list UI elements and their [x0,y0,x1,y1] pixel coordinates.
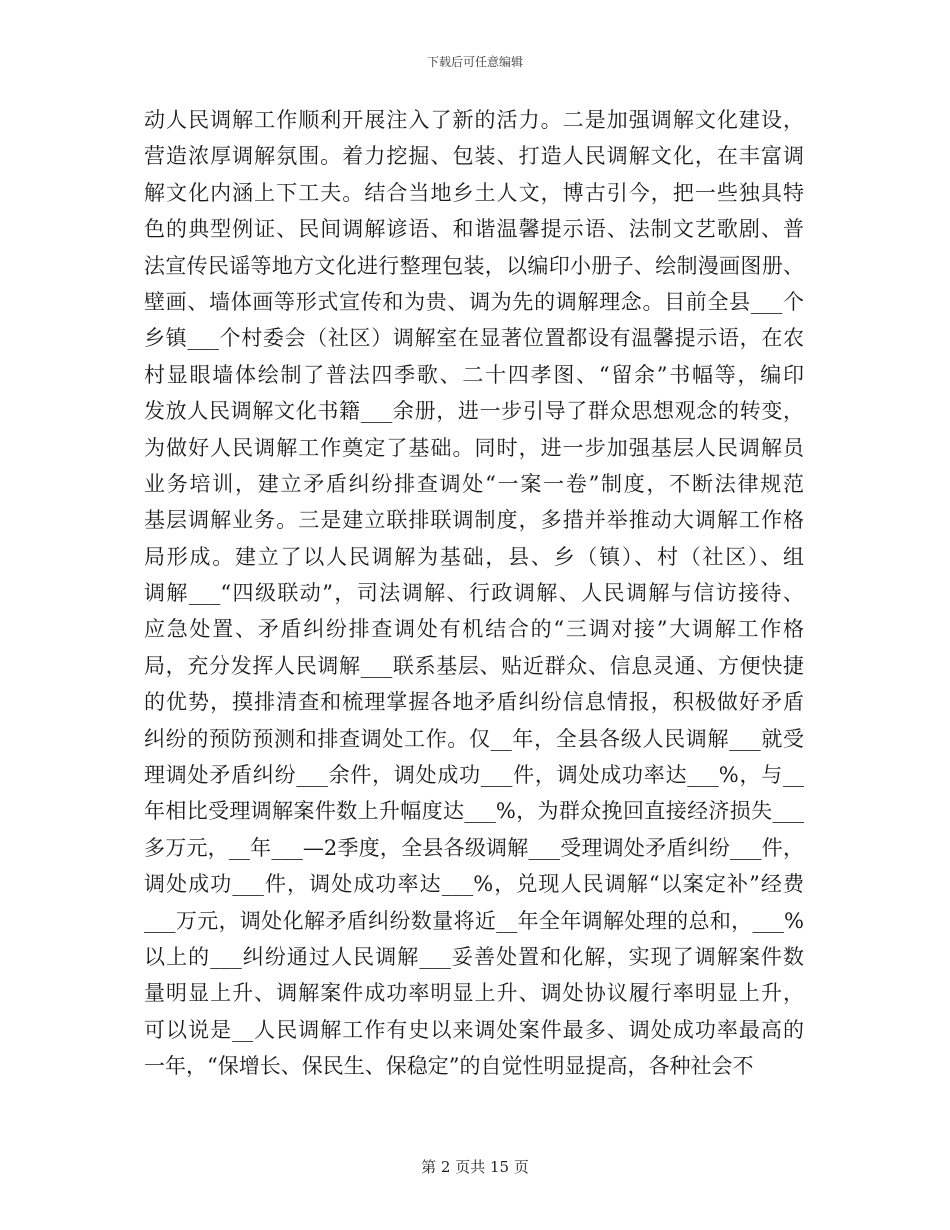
body-text-line: 应急处置、矛盾纠纷排查调处有机结合的“三调对接”大调解工作格 [144,617,804,642]
body-text-line: 法宣传民谣等地方文化进行整理包装，以编印小册子、绘制漫画图册、 [144,253,804,278]
body-text-line: 色的典型例证、民间调解谚语、和谐温馨提示语、法制文艺歌剧、普 [144,217,804,242]
body-text-line: 以上的___纠纷通过人民调解___妥善处置和化解，实现了调解案件数 [144,944,804,969]
body-text-line: 的优势，摸排清查和梳理掌握各地矛盾纠纷信息情报，积极做好矛盾 [144,690,804,715]
body-text-line: 调解___“四级联动”，司法调解、行政调解、人民调解与信访接待、 [144,581,804,606]
body-text-line: 年相比受理调解案件数上升幅度达___%，为群众挽回直接经济损失___ [144,799,804,824]
body-text-line: 发放人民调解文化书籍___余册，进一步引导了群众思想观念的转变， [144,399,804,424]
body-text-line: 纠纷的预防预测和排查调处工作。仅__年，全县各级人民调解___就受 [144,726,804,751]
body-text-line: 理调处矛盾纠纷___余件，调处成功___件，调处成功率达___%，与__ [144,763,804,788]
body-text-line: 调处成功___件，调处成功率达___%，兑现人民调解“以案定补”经费 [144,872,804,897]
body-text-line: 村显眼墙体绘制了普法四季歌、二十四孝图、“留余”书幅等，编印 [144,362,804,387]
body-text-line: 多万元，__年___—2季度，全县各级调解___受理调处矛盾纠纷___件， [144,835,804,860]
body-text-line: ___万元，调处化解矛盾纠纷数量将近__年全年调解处理的总和，___% [144,908,804,933]
body-text-line: 局形成。建立了以人民调解为基础，县、乡（镇）、村（社区）、组 [144,544,804,569]
body-text-line: 乡镇___个村委会（社区）调解室在显著位置都设有温馨提示语，在农 [144,326,804,351]
body-text [144,102,804,1085]
page-number: 第 2 页共 15 页 [421,1158,529,1176]
body-text-line: 营造浓厚调解氛围。着力挖掘、包装、打造人民调解文化，在丰富调 [144,144,804,169]
body-text-line: 解文化内涵上下工夫。结合当地乡土人文，博古引今，把一些独具特 [144,180,804,205]
page-header: 下载后可任意编辑 [426,55,523,69]
body-text-line: 为做好人民调解工作奠定了基础。同时，进一步加强基层人民调解员 [144,435,804,460]
body-text-line: 一年，“保增长、保民生、保稳定”的自觉性明显提高，各种社会不 [144,1054,754,1079]
body-text-line: 动人民调解工作顺利开展注入了新的活力。二是加强调解文化建设， [144,108,804,132]
body-text-line: 局，充分发挥人民调解___联系基层、贴近群众、信息灵通、方便快捷 [144,653,804,678]
body-text-line: 基层调解业务。三是建立联排联调制度，多措并举推动大调解工作格 [144,508,804,533]
body-text-line: 可以说是__人民调解工作有史以来调处案件最多、调处成功率最高的 [144,1017,804,1042]
body-text-line: 壁画、墙体画等形式宣传和为贵、调为先的调解理念。目前全县___个 [144,289,804,314]
body-text-line: 量明显上升、调解案件成功率明显上升、调处协议履行率明显上升， [144,981,804,1006]
body-text-line: 业务培训，建立矛盾纠纷排查调处“一案一卷”制度，不断法律规范 [144,471,804,496]
